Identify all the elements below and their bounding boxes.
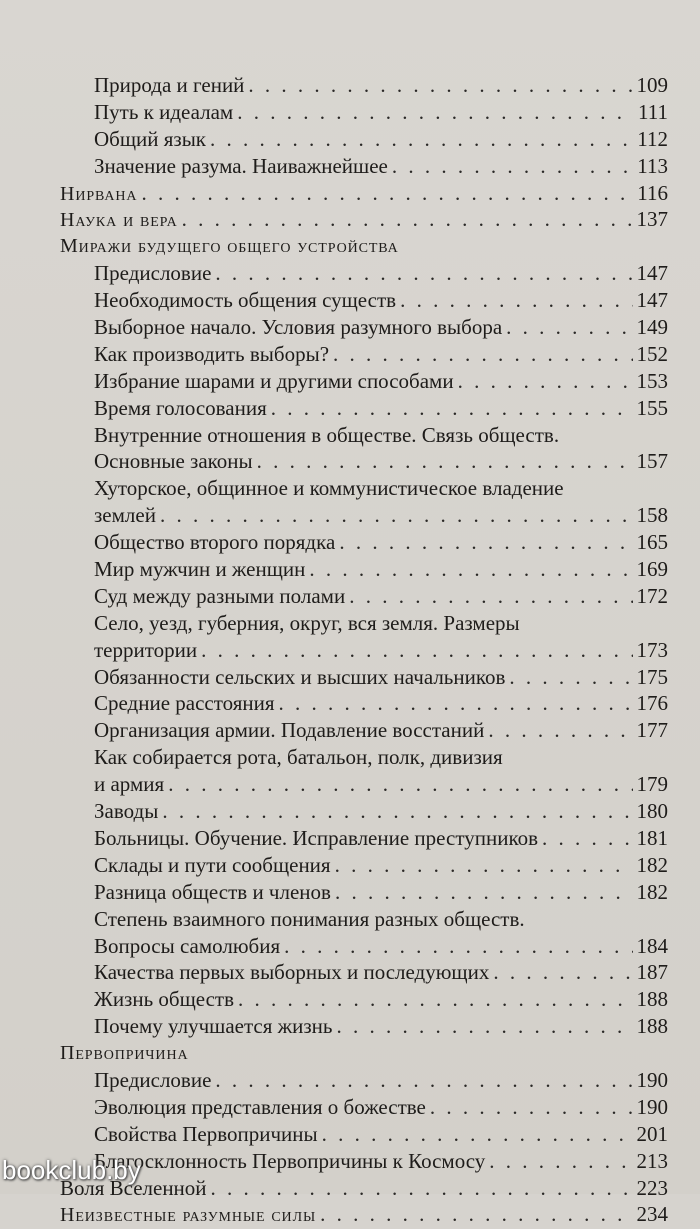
toc-entry: [60, 1094, 668, 1121]
toc-entry: [60, 529, 668, 556]
toc-entry: [60, 314, 668, 341]
toc-entry-title: Эволюция представления о божестве: [94, 1094, 426, 1119]
toc-entry-title: Средние расстояния: [94, 691, 275, 716]
dot-leader: [400, 287, 632, 314]
toc-entry-page: 187: [636, 960, 668, 985]
toc-entry: [60, 475, 668, 502]
toc-entry-title: Жизнь обществ: [94, 987, 235, 1012]
toc-entry: [60, 852, 668, 879]
toc-entry-page: 188: [636, 987, 668, 1012]
toc-entry-title: и армия: [94, 772, 165, 797]
toc-entry-page: 190: [636, 1067, 668, 1092]
toc-entry-page: 149: [636, 315, 668, 340]
dot-leader: [201, 637, 632, 664]
toc-entry-page: 201: [636, 1121, 668, 1146]
dot-leader: [182, 206, 633, 233]
dot-leader: [248, 72, 632, 99]
table-of-contents: [60, 72, 668, 1228]
dot-leader: [430, 1094, 633, 1121]
toc-entry-title: Заводы: [94, 799, 159, 824]
toc-entry: [60, 233, 668, 260]
toc-entry-page: 116: [637, 180, 668, 205]
toc-entry-page: 152: [636, 341, 668, 366]
dot-leader: [271, 395, 633, 422]
toc-entry: [60, 153, 668, 180]
toc-entry: [60, 1040, 668, 1067]
dot-leader: [257, 448, 633, 475]
toc-entry: [60, 1013, 668, 1040]
toc-entry: [60, 744, 668, 771]
dot-leader: [489, 1148, 632, 1175]
dot-leader: [160, 502, 633, 529]
toc-entry: [60, 798, 668, 825]
toc-entry: [60, 1148, 668, 1175]
toc-entry-title: Избрание шарами и другими способами: [94, 368, 454, 393]
toc-entry: [60, 368, 668, 395]
toc-entry-title: Организация армии. Подавление восстаний: [94, 718, 485, 743]
toc-entry-title: Значение разума. Наиважнейшее: [94, 153, 388, 178]
toc-entry-page: 153: [636, 368, 668, 393]
toc-entry: [60, 906, 668, 933]
toc-entry: [60, 933, 668, 960]
toc-entry-page: 182: [636, 852, 668, 877]
toc-entry: [60, 959, 668, 986]
toc-entry-page: 158: [636, 503, 668, 528]
dot-leader: [392, 153, 633, 180]
toc-entry-title: Больницы. Обучение. Исправление преступников: [94, 825, 538, 850]
dot-leader: [337, 1013, 633, 1040]
dot-leader: [211, 1175, 633, 1202]
toc-entry-title: Степень взаимного понимания разных обществ.: [94, 906, 525, 931]
toc-entry: [60, 986, 668, 1013]
toc-entry-page: 175: [636, 664, 668, 689]
toc-entry-page: 179: [636, 772, 668, 797]
toc-entry: [60, 180, 668, 207]
toc-entry-page: 176: [636, 691, 668, 716]
toc-entry-title: Как собирается рота, батальон, полк, дивизия: [94, 745, 503, 770]
toc-entry-title: Почему улучшается жизнь: [94, 1014, 333, 1039]
toc-entry-title: Внутренние отношения в обществе. Связь обществ.: [94, 422, 560, 447]
toc-entry: [60, 502, 668, 529]
toc-entry-page: 157: [636, 449, 668, 474]
toc-entry-page: 169: [636, 557, 668, 582]
toc-entry-title: Общество второго порядка: [94, 530, 336, 555]
toc-entry: [60, 1175, 668, 1202]
toc-entry: [60, 126, 668, 153]
toc-entry-title: землей: [94, 503, 156, 528]
dot-leader: [509, 664, 632, 691]
dot-leader: [339, 529, 632, 556]
toc-entry: [60, 771, 668, 798]
toc-entry-title: Время голосования: [94, 395, 267, 420]
toc-entry-title: Общий язык: [94, 126, 207, 151]
toc-entry: [60, 879, 668, 906]
toc-entry-title: Нирвана: [60, 182, 138, 205]
dot-leader: [238, 986, 632, 1013]
toc-entry: [60, 637, 668, 664]
dot-leader: [542, 825, 633, 852]
toc-entry-page: 181: [636, 825, 668, 850]
dot-leader: [141, 180, 633, 207]
dot-leader: [237, 99, 634, 126]
toc-entry-title: Мир мужчин и женщин: [94, 557, 306, 582]
toc-entry-title: Свойства Первопричины: [94, 1121, 318, 1146]
toc-entry-page: 137: [636, 207, 668, 232]
toc-entry: [60, 341, 668, 368]
toc-entry: [60, 422, 668, 449]
dot-leader: [506, 314, 632, 341]
toc-entry-title: Хуторское, общинное и коммунистическое владение: [94, 476, 564, 501]
toc-entry-title: Разница обществ и членов: [94, 879, 331, 904]
toc-entry-title: Предисловие: [94, 1067, 212, 1092]
toc-entry-page: 147: [636, 261, 668, 286]
toc-entry-page: 147: [636, 288, 668, 313]
toc-entry-title: Обязанности сельских и высших начальников: [94, 664, 506, 689]
dot-leader: [284, 933, 632, 960]
toc-entry-page: 182: [636, 879, 668, 904]
toc-entry-page: 109: [636, 73, 668, 97]
toc-entry-title: Качества первых выборных и последующих: [94, 960, 490, 985]
toc-entry: [60, 664, 668, 691]
toc-entry-page: 234: [636, 1202, 668, 1227]
toc-entry-title: Необходимость общения существ: [94, 288, 397, 313]
toc-entry-title: Первопричина: [60, 1042, 189, 1065]
dot-leader: [309, 556, 632, 583]
dot-leader: [279, 690, 633, 717]
toc-entry-title: Воля Вселенной: [60, 1175, 207, 1200]
toc-entry: [60, 556, 668, 583]
toc-entry-title: Неизвестные разумные силы: [60, 1204, 317, 1227]
toc-entry: [60, 287, 668, 314]
toc-entry-page: 184: [636, 933, 668, 958]
toc-entry-title: Вопросы самолюбия: [94, 933, 281, 958]
toc-entry-page: 111: [638, 99, 668, 124]
toc-entry: [60, 1067, 668, 1094]
watermark-logo: bookclub.by: [2, 1155, 141, 1185]
toc-entry: [60, 448, 668, 475]
dot-leader: [349, 583, 632, 610]
toc-entry-page: 112: [637, 126, 668, 151]
toc-entry-page: 190: [636, 1094, 668, 1119]
dot-leader: [162, 798, 632, 825]
toc-entry-title: Путь к идеалам: [94, 99, 234, 124]
toc-entry-page: 165: [636, 530, 668, 555]
toc-entry: [60, 610, 668, 637]
toc-entry-title: Как производить выборы?: [94, 341, 330, 366]
toc-entry-title: Выборное начало. Условия разумного выбора: [94, 315, 503, 340]
toc-entry: [60, 717, 668, 744]
dot-leader: [335, 879, 633, 906]
dot-leader: [215, 260, 632, 287]
dot-leader: [320, 1201, 632, 1228]
toc-entry-page: 223: [636, 1175, 668, 1200]
toc-entry: [60, 206, 668, 233]
toc-entry: [60, 1201, 668, 1228]
toc-entry-title: Миражи будущего общего устройства: [60, 235, 399, 258]
toc-entry-title: Наука и вера: [60, 209, 178, 232]
dot-leader: [335, 852, 633, 879]
dot-leader: [168, 771, 632, 798]
toc-entry: [60, 690, 668, 717]
dot-leader: [493, 959, 632, 986]
toc-entry-title: Село, уезд, губерния, округ, вся земля. Размеры: [94, 610, 520, 635]
toc-entry: [60, 99, 668, 126]
dot-leader: [458, 368, 633, 395]
toc-entry-title: Предисловие: [94, 261, 212, 286]
toc-entry-page: 188: [636, 1014, 668, 1039]
toc-entry: [60, 1121, 668, 1148]
toc-entry-title: территории: [94, 637, 198, 662]
toc-entry-title: Суд между разными полами: [94, 583, 346, 608]
toc-entry-page: 113: [637, 153, 668, 178]
toc-entry: [60, 260, 668, 287]
toc-entry: [60, 395, 668, 422]
toc-entry-page: 155: [636, 395, 668, 420]
dot-leader: [210, 126, 633, 153]
toc-entry-page: 177: [636, 718, 668, 743]
toc-entry-page: 213: [636, 1148, 668, 1173]
toc-entry-title: Склады и пути сообщения: [94, 852, 331, 877]
toc-entry-page: 180: [636, 799, 668, 824]
toc-entry: [60, 72, 668, 99]
toc-entry-title: Природа и гений: [94, 73, 245, 97]
dot-leader: [488, 717, 632, 744]
dot-leader: [322, 1121, 633, 1148]
toc-entry-title: Основные законы: [94, 449, 253, 474]
dot-leader: [333, 341, 632, 368]
toc-entry-title: Благосклонность Первопричины к Космосу: [94, 1148, 486, 1173]
toc-entry: [60, 583, 668, 610]
toc-entry-page: 172: [636, 583, 668, 608]
toc-entry: [60, 825, 668, 852]
dot-leader: [215, 1067, 632, 1094]
toc-entry-page: 173: [636, 637, 668, 662]
